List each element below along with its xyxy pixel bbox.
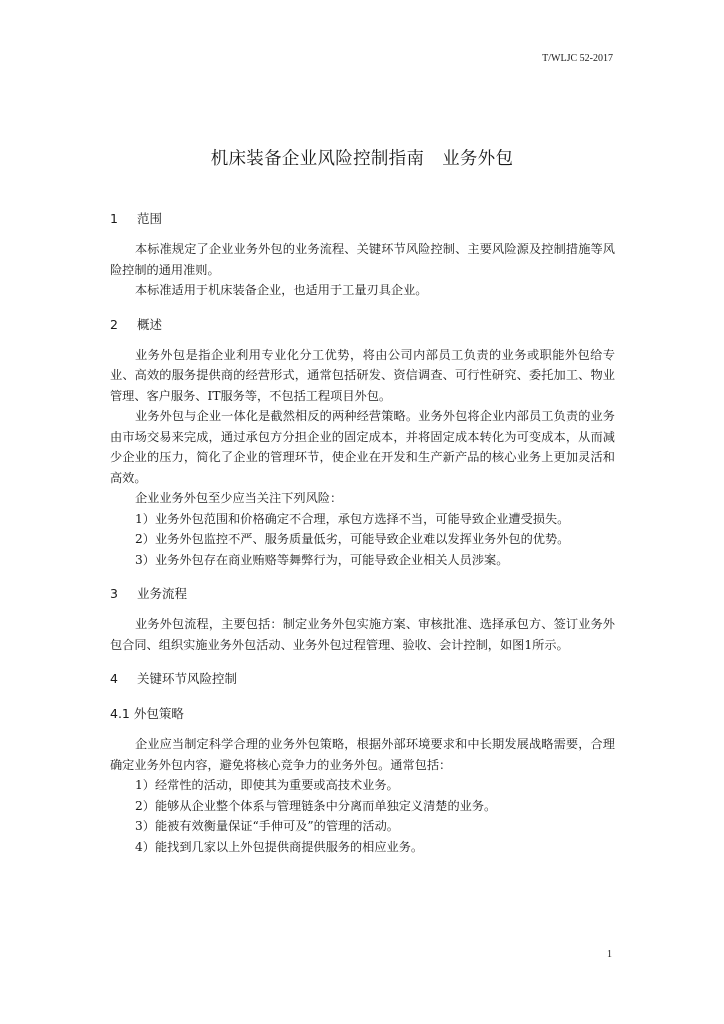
paragraph: 本标准规定了企业业务外包的业务流程、关键环节风险控制、主要风险源及控制措施等风险控制的通用准则。 bbox=[110, 242, 615, 277]
section-title: 业务流程 bbox=[137, 586, 188, 601]
document-body bbox=[110, 208, 615, 857]
subsection-heading: 4.1 外包策略 bbox=[110, 706, 184, 721]
list-item: 3）业务外包存在商业贿赂等舞弊行为，可能导致企业相关人员涉案。 bbox=[135, 552, 509, 567]
section-heading-1 bbox=[110, 208, 615, 230]
section-title: 概述 bbox=[137, 316, 163, 332]
list-item: 1）业务外包范围和价格确定不合理，承包方选择不当，可能导致企业遭受损失。 bbox=[135, 511, 570, 526]
paragraph: 业务外包流程，主要包括：制定业务外包实施方案、审核批准、选择承包方、签订业务外包合同、组织实施业务外包活动、业务外包过程管理、验收、会计控制，如图1所示。 bbox=[110, 617, 615, 652]
section-title: 关键环节风险控制 bbox=[137, 671, 238, 686]
list-item: 1）经常性的活动，即使其为重要或高技术业务。 bbox=[135, 778, 399, 792]
list-item: 3）能被有效衡量保证“手伸可及”的管理的活动。 bbox=[135, 819, 399, 833]
document-title: 机床装备企业风险控制指南 业务外包 bbox=[210, 149, 514, 169]
list-item: 2）业务外包监控不严、服务质量低劣，可能导致企业难以发挥业务外包的优势。 bbox=[135, 532, 570, 546]
list-item: 4）能找到几家以上外包提供商提供服务的相应业务。 bbox=[135, 839, 424, 854]
standard-code: T/WLJC 52-2017 bbox=[542, 53, 613, 64]
paragraph: 业务外包是指企业利用专业化分工优势，将由公司内部员工负责的业务或职能外包给专业、高效的服务提供商的经营形式，通常包括研发、资信调查、可行性研究、委托加工、物业管理、客户服务、IT服务等，不包括工程项目外包。 bbox=[110, 347, 615, 403]
section-number: 2 bbox=[110, 316, 118, 332]
section-heading-4 bbox=[110, 668, 615, 690]
paragraph: 本标准适用于机床装备企业，也适用于工量刃具企业。 bbox=[135, 283, 428, 297]
section-heading-2 bbox=[110, 314, 615, 336]
section-number: 3 bbox=[110, 586, 118, 601]
paragraph: 企业应当制定科学合理的业务外包策略，根据外部环境要求和中长期发展战略需要，合理确定业务外包内容，避免将核心竞争力的业务外包。通常包括： bbox=[110, 737, 615, 772]
page-number: 1 bbox=[607, 949, 612, 960]
section-heading-3 bbox=[110, 583, 615, 605]
paragraph: 企业业务外包至少应当关注下列风险： bbox=[135, 491, 343, 505]
paragraph: 业务外包与企业一体化是截然相反的两种经营策略。业务外包将企业内部员工负责的业务由市场交易来完成，通过承包方分担企业的固定成本，并将固定成本转化为可变成本，从而减少企业的压力，简化了企业的管理环节，使企业在开发和生产新产品的核心业务上更加灵活和高效。 bbox=[110, 409, 615, 485]
section-title: 范围 bbox=[137, 211, 163, 226]
list-item: 2）能够从企业整个体系与管理链条中分离而单独定义清楚的业务。 bbox=[135, 798, 497, 813]
section-number: 1 bbox=[110, 211, 118, 226]
section-number: 4 bbox=[110, 671, 118, 686]
